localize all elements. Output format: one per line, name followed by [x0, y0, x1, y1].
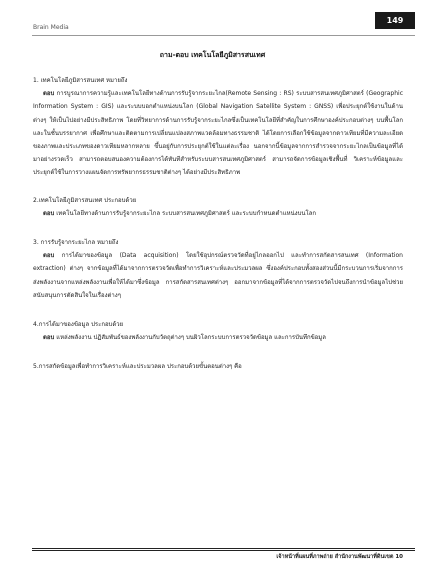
answer-label: ตอบ	[43, 334, 55, 342]
answer-1	[33, 87, 403, 179]
qa-body	[33, 74, 403, 374]
answer-text: การบูรณาการความรู้และเทคโนโลยีทางด้านการรับรู้จากระยะไกล(Remote Sensing : RS) ระบบสารสนเทศภูมิศาสตร์ (Geographic Information System : GIS) และระบบบอกตำแหน่งบนโลก (Global Navigation Satellite System : GNSS) เพื่อประยุกต์ใช้งานในด้านต่างๆ ให้เป็นไปอย่างมีประสิทธิภาพ โดยที่วิทยาการด้านการรับรู้จากระยะไกลซึ่งเป็นเทคโนโลยีที่สำคัญในการศึกษาองค์ประกอบต่างๆ บนพื้นโลกและในชั้นบรรยากาศ เพื่อศึกษาและติดตามการเปลี่ยนแปลงสภาพแวดล้อมทางธรรมชาติ ได้โดยการเลือกใช้ข้อมูลจากดาวเทียมที่มีความละเอียดของภาพและประเภทของดาวเทียมหลากหลาย ขึ้นอยู่กับการประยุกต์ใช้ในแต่ละเรื่อง นอกจากนี้ข้อมูลจากการสำรวจจากระยะไกลเป็นข้อมูลที่ได้มาอย่างรวดเร็ว สามารถตอบสนองความต้องการได้ทันทีสำหรับระบบสารสนเทศภูมิศาสตร์ สามารถจัดการข้อมูลเชิงพื้นที่ วิเคราะห์ข้อมูลและประยุกต์ใช้ในการวางแผนจัดการทรัพยากรธรรมชาติต่างๆ ได้อย่างมีประสิทธิภาพ	[33, 90, 403, 177]
answer-label: ตอบ	[43, 252, 55, 260]
answer-text: การได้มาของข้อมูล (Data acquisition) โดยใช้อุปกรณ์ตรวจวัดที่อยู่ไกลออกไป และทำการสกัดสารสนเทศ (Information extraction) ต่างๆ จากข้อมูลที่ได้มาจากการตรวจวัดเพื่อทำการวิเคราะห์และประมวลผล ซึ่งองค์ประกอบทั้งสองส่วนนี้มีกระบวนการเริ่มจากการส่งพลังงานจากแหล่งพลังงานเพื่อให้ได้มาซึ่งข้อมูล การสกัดสารสนเทศต่างๆ ออกมาจากข้อมูลที่ได้จากการตรวจวัดไปจนถึงการนำข้อมูลไปช่วยสนับสนุนการตัดสินใจในเรื่องต่างๆ	[33, 252, 403, 299]
question-1: 1. เทคโนโลยีภูมิสารสนเทศ หมายถึง	[33, 77, 128, 84]
answer-4	[33, 331, 403, 344]
header-divider	[32, 35, 415, 36]
header-publisher: Brain Media	[33, 24, 69, 31]
answer-label: ตอบ	[43, 209, 55, 217]
question-3: 3. การรับรู้จากระยะไกล หมายถึง	[33, 239, 119, 247]
answer-text: แหล่งพลังงาน ปฏิสัมพันธ์ของพลังงานกับวัตถุต่างๆ บนผิวโลกระบบการตรวจวัดข้อมูล และการบันทึกข้อมูล	[56, 334, 326, 342]
footer-text: เจ้าหน้าที่แผนที่ภาพถ่าย สำนักงานพัฒนาที่ดินเขต 10	[276, 554, 403, 560]
page-number: 149	[375, 12, 415, 29]
question-4: 4.การได้มาของข้อมูล ประกอบด้วย	[33, 321, 124, 329]
answer-2	[33, 207, 403, 220]
answer-text: เทคโนโลยีทางด้านการรับรู้จากระยะไกล ระบบสารสนเทศภูมิศาสตร์ และระบบกำหนดตำแหน่งบนโลก	[56, 209, 317, 217]
page-title: ถาม-ตอบ เทคโนโลยีภูมิสารสนเทศ	[159, 51, 266, 59]
footer-divider	[32, 548, 415, 549]
question-5: 5.การสกัดข้อมูลเพื่อทำการวิเคราะห์และประมวลผล ประกอบด้วยขั้นตอนต่างๆ คือ	[33, 363, 242, 371]
answer-3	[33, 249, 403, 302]
answer-label: ตอบ	[43, 90, 55, 98]
question-2: 2.เทคโนโลยีภูมิสารสนเทศ ประกอบด้วย	[33, 196, 137, 204]
footer-divider-thin	[32, 550, 415, 551]
